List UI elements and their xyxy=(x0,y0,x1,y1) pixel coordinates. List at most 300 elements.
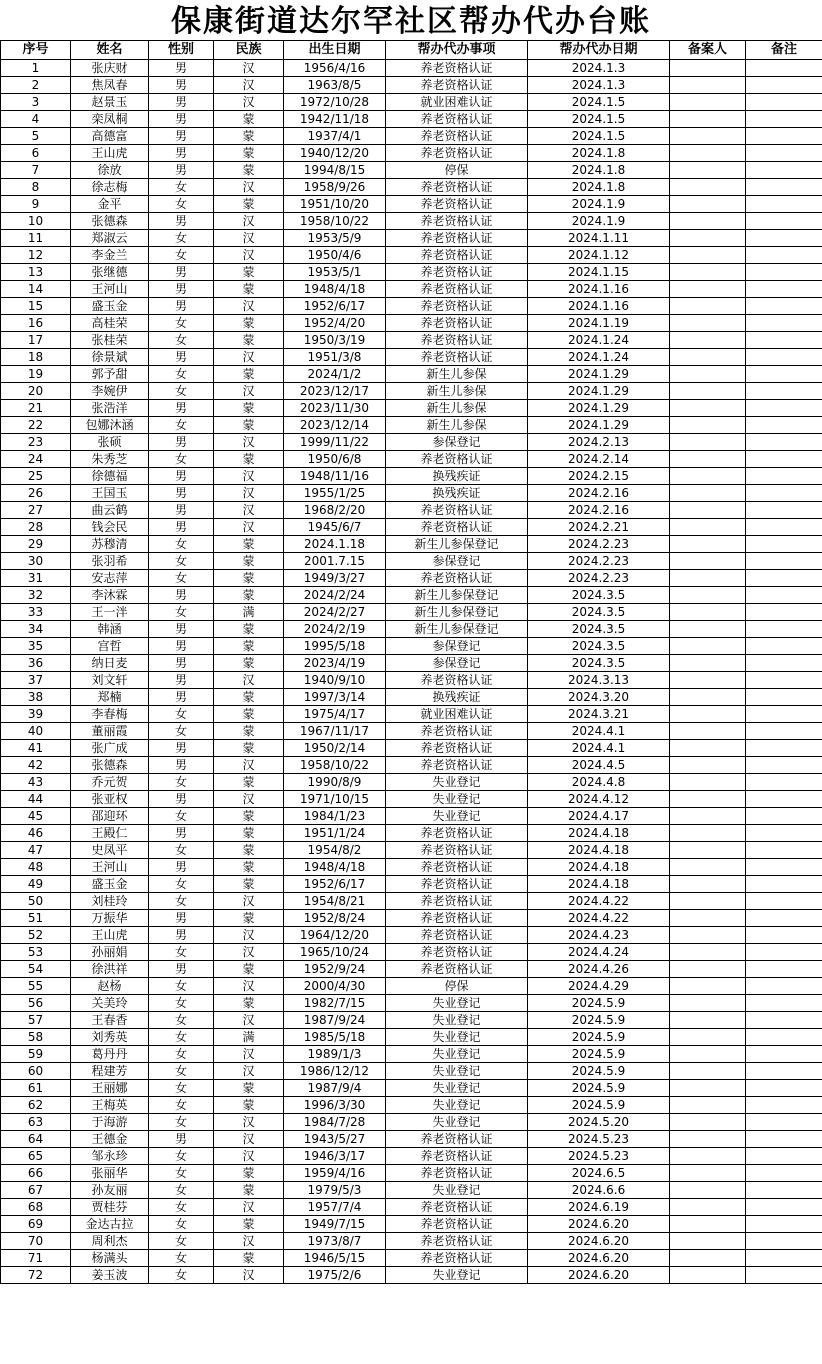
cell-name: 纳日麦 xyxy=(71,655,149,672)
cell-gender: 女 xyxy=(149,1046,214,1063)
table-row xyxy=(1,553,822,570)
cell-remarks xyxy=(746,94,822,111)
table-row xyxy=(1,451,822,468)
cell-service-item: 养老资格认证 xyxy=(386,961,528,978)
cell-service-item: 养老资格认证 xyxy=(386,1148,528,1165)
table-row xyxy=(1,1267,822,1284)
cell-birthdate: 1963/8/5 xyxy=(284,77,386,94)
cell-index: 51 xyxy=(1,910,71,927)
cell-service-item: 养老资格认证 xyxy=(386,944,528,961)
cell-service-date: 2024.5.9 xyxy=(528,1046,670,1063)
cell-index: 71 xyxy=(1,1250,71,1267)
cell-service-date: 2024.2.15 xyxy=(528,468,670,485)
cell-name: 盛玉金 xyxy=(71,298,149,315)
cell-remarks xyxy=(746,978,822,995)
cell-gender: 女 xyxy=(149,553,214,570)
cell-gender: 女 xyxy=(149,1233,214,1250)
cell-remarks xyxy=(746,1165,822,1182)
cell-service-item: 养老资格认证 xyxy=(386,1131,528,1148)
cell-remarks xyxy=(746,298,822,315)
cell-index: 4 xyxy=(1,111,71,128)
cell-registrar xyxy=(670,553,746,570)
cell-service-date: 2024.2.23 xyxy=(528,570,670,587)
cell-birthdate: 1971/10/15 xyxy=(284,791,386,808)
cell-remarks xyxy=(746,944,822,961)
table-row xyxy=(1,672,822,689)
cell-birthdate: 1937/4/1 xyxy=(284,128,386,145)
table-row xyxy=(1,978,822,995)
cell-ethnicity: 蒙 xyxy=(214,1080,284,1097)
cell-birthdate: 1949/7/15 xyxy=(284,1216,386,1233)
cell-name: 王殿仁 xyxy=(71,825,149,842)
cell-service-date: 2024.3.21 xyxy=(528,706,670,723)
cell-name: 史凤平 xyxy=(71,842,149,859)
table-row xyxy=(1,638,822,655)
cell-index: 10 xyxy=(1,213,71,230)
cell-ethnicity: 蒙 xyxy=(214,1250,284,1267)
cell-remarks xyxy=(746,995,822,1012)
cell-ethnicity: 满 xyxy=(214,604,284,621)
cell-service-date: 2024.3.5 xyxy=(528,655,670,672)
cell-registrar xyxy=(670,230,746,247)
cell-service-item: 停保 xyxy=(386,162,528,179)
cell-service-item: 新生儿参保登记 xyxy=(386,536,528,553)
table-row xyxy=(1,230,822,247)
cell-ethnicity: 蒙 xyxy=(214,859,284,876)
cell-remarks xyxy=(746,859,822,876)
cell-registrar xyxy=(670,196,746,213)
cell-index: 16 xyxy=(1,315,71,332)
cell-remarks xyxy=(746,1267,822,1284)
table-row xyxy=(1,995,822,1012)
cell-gender: 女 xyxy=(149,1080,214,1097)
cell-service-date: 2024.4.1 xyxy=(528,723,670,740)
cell-index: 47 xyxy=(1,842,71,859)
cell-registrar xyxy=(670,383,746,400)
cell-name: 栾凤桐 xyxy=(71,111,149,128)
cell-service-item: 新生儿参保登记 xyxy=(386,621,528,638)
cell-registrar xyxy=(670,247,746,264)
cell-remarks xyxy=(746,808,822,825)
table-row xyxy=(1,1097,822,1114)
cell-ethnicity: 蒙 xyxy=(214,825,284,842)
cell-service-item: 养老资格认证 xyxy=(386,128,528,145)
cell-registrar xyxy=(670,519,746,536)
cell-ethnicity: 汉 xyxy=(214,349,284,366)
cell-service-date: 2024.3.5 xyxy=(528,638,670,655)
cell-remarks xyxy=(746,383,822,400)
cell-remarks xyxy=(746,417,822,434)
cell-name: 徐放 xyxy=(71,162,149,179)
cell-ethnicity: 蒙 xyxy=(214,281,284,298)
cell-index: 22 xyxy=(1,417,71,434)
cell-gender: 女 xyxy=(149,1148,214,1165)
cell-ethnicity: 蒙 xyxy=(214,111,284,128)
cell-service-date: 2024.4.18 xyxy=(528,876,670,893)
cell-gender: 女 xyxy=(149,1216,214,1233)
cell-name: 李金兰 xyxy=(71,247,149,264)
header-ethnicity: 民族 xyxy=(214,41,284,60)
cell-ethnicity: 汉 xyxy=(214,1267,284,1284)
table-row xyxy=(1,332,822,349)
table-row xyxy=(1,791,822,808)
cell-gender: 男 xyxy=(149,111,214,128)
cell-birthdate: 2023/12/14 xyxy=(284,417,386,434)
cell-index: 38 xyxy=(1,689,71,706)
cell-service-date: 2024.4.18 xyxy=(528,859,670,876)
cell-birthdate: 1952/4/20 xyxy=(284,315,386,332)
cell-registrar xyxy=(670,740,746,757)
cell-service-item: 失业登记 xyxy=(386,774,528,791)
cell-registrar xyxy=(670,1182,746,1199)
cell-remarks xyxy=(746,723,822,740)
cell-index: 19 xyxy=(1,366,71,383)
cell-service-date: 2024.4.29 xyxy=(528,978,670,995)
cell-birthdate: 1987/9/24 xyxy=(284,1012,386,1029)
table-row xyxy=(1,366,822,383)
cell-registrar xyxy=(670,128,746,145)
cell-ethnicity: 蒙 xyxy=(214,1097,284,1114)
cell-birthdate: 1957/7/4 xyxy=(284,1199,386,1216)
cell-birthdate: 1979/5/3 xyxy=(284,1182,386,1199)
cell-gender: 男 xyxy=(149,281,214,298)
cell-index: 53 xyxy=(1,944,71,961)
cell-birthdate: 1984/1/23 xyxy=(284,808,386,825)
cell-service-item: 失业登记 xyxy=(386,1012,528,1029)
cell-name: 李春梅 xyxy=(71,706,149,723)
cell-remarks xyxy=(746,247,822,264)
table-row xyxy=(1,757,822,774)
cell-service-item: 停保 xyxy=(386,978,528,995)
cell-service-date: 2024.5.9 xyxy=(528,1063,670,1080)
cell-birthdate: 1954/8/21 xyxy=(284,893,386,910)
cell-ethnicity: 汉 xyxy=(214,944,284,961)
cell-ethnicity: 汉 xyxy=(214,1233,284,1250)
cell-remarks xyxy=(746,366,822,383)
cell-remarks xyxy=(746,740,822,757)
cell-remarks xyxy=(746,1012,822,1029)
table-row xyxy=(1,281,822,298)
table-row xyxy=(1,434,822,451)
cell-remarks xyxy=(746,961,822,978)
cell-service-date: 2024.4.23 xyxy=(528,927,670,944)
cell-name: 安志萍 xyxy=(71,570,149,587)
cell-gender: 男 xyxy=(149,485,214,502)
table-row xyxy=(1,128,822,145)
cell-ethnicity: 蒙 xyxy=(214,417,284,434)
cell-index: 44 xyxy=(1,791,71,808)
cell-ethnicity: 蒙 xyxy=(214,451,284,468)
cell-service-date: 2024.4.18 xyxy=(528,842,670,859)
table-row xyxy=(1,604,822,621)
cell-name: 王国玉 xyxy=(71,485,149,502)
cell-name: 宫哲 xyxy=(71,638,149,655)
cell-ethnicity: 汉 xyxy=(214,1199,284,1216)
cell-gender: 女 xyxy=(149,1250,214,1267)
cell-birthdate: 1945/6/7 xyxy=(284,519,386,536)
cell-index: 65 xyxy=(1,1148,71,1165)
cell-service-date: 2024.1.11 xyxy=(528,230,670,247)
cell-ethnicity: 蒙 xyxy=(214,1216,284,1233)
cell-ethnicity: 蒙 xyxy=(214,774,284,791)
table-row xyxy=(1,1046,822,1063)
cell-birthdate: 1954/8/2 xyxy=(284,842,386,859)
ledger-body xyxy=(1,60,822,1284)
cell-birthdate: 2000/4/30 xyxy=(284,978,386,995)
cell-registrar xyxy=(670,842,746,859)
cell-name: 徐德福 xyxy=(71,468,149,485)
cell-index: 64 xyxy=(1,1131,71,1148)
cell-gender: 女 xyxy=(149,570,214,587)
cell-service-item: 养老资格认证 xyxy=(386,281,528,298)
cell-service-item: 养老资格认证 xyxy=(386,196,528,213)
cell-birthdate: 1952/9/24 xyxy=(284,961,386,978)
cell-gender: 女 xyxy=(149,1029,214,1046)
cell-index: 31 xyxy=(1,570,71,587)
cell-service-date: 2024.1.5 xyxy=(528,94,670,111)
cell-registrar xyxy=(670,111,746,128)
cell-ethnicity: 汉 xyxy=(214,1148,284,1165)
cell-service-item: 养老资格认证 xyxy=(386,349,528,366)
cell-registrar xyxy=(670,1233,746,1250)
cell-registrar xyxy=(670,145,746,162)
cell-index: 32 xyxy=(1,587,71,604)
cell-registrar xyxy=(670,434,746,451)
cell-registrar xyxy=(670,825,746,842)
cell-ethnicity: 汉 xyxy=(214,485,284,502)
cell-registrar xyxy=(670,536,746,553)
table-row xyxy=(1,264,822,281)
cell-service-date: 2024.1.24 xyxy=(528,332,670,349)
cell-remarks xyxy=(746,111,822,128)
cell-name: 赵景玉 xyxy=(71,94,149,111)
cell-birthdate: 1959/4/16 xyxy=(284,1165,386,1182)
cell-birthdate: 1999/11/22 xyxy=(284,434,386,451)
cell-ethnicity: 蒙 xyxy=(214,1165,284,1182)
table-row xyxy=(1,1012,822,1029)
cell-index: 2 xyxy=(1,77,71,94)
cell-registrar xyxy=(670,995,746,1012)
cell-index: 3 xyxy=(1,94,71,111)
cell-registrar xyxy=(670,162,746,179)
cell-ethnicity: 汉 xyxy=(214,468,284,485)
cell-ethnicity: 蒙 xyxy=(214,706,284,723)
cell-remarks xyxy=(746,281,822,298)
cell-birthdate: 2024/2/19 xyxy=(284,621,386,638)
cell-gender: 女 xyxy=(149,723,214,740)
cell-service-item: 就业困难认证 xyxy=(386,706,528,723)
cell-ethnicity: 汉 xyxy=(214,434,284,451)
table-row xyxy=(1,1063,822,1080)
header-name: 姓名 xyxy=(71,41,149,60)
cell-service-item: 养老资格认证 xyxy=(386,315,528,332)
cell-gender: 女 xyxy=(149,1267,214,1284)
cell-index: 24 xyxy=(1,451,71,468)
cell-gender: 女 xyxy=(149,876,214,893)
cell-service-date: 2024.4.8 xyxy=(528,774,670,791)
cell-birthdate: 1950/2/14 xyxy=(284,740,386,757)
cell-gender: 男 xyxy=(149,757,214,774)
cell-ethnicity: 汉 xyxy=(214,1046,284,1063)
cell-ethnicity: 汉 xyxy=(214,757,284,774)
cell-service-date: 2024.1.5 xyxy=(528,128,670,145)
cell-registrar xyxy=(670,791,746,808)
cell-birthdate: 2024.1.18 xyxy=(284,536,386,553)
cell-service-item: 养老资格认证 xyxy=(386,893,528,910)
cell-remarks xyxy=(746,893,822,910)
cell-name: 王山虎 xyxy=(71,145,149,162)
cell-name: 邹永珍 xyxy=(71,1148,149,1165)
cell-name: 王山虎 xyxy=(71,927,149,944)
cell-name: 刘文轩 xyxy=(71,672,149,689)
cell-name: 王春香 xyxy=(71,1012,149,1029)
cell-name: 孙友丽 xyxy=(71,1182,149,1199)
cell-registrar xyxy=(670,179,746,196)
cell-birthdate: 1953/5/1 xyxy=(284,264,386,281)
cell-index: 5 xyxy=(1,128,71,145)
cell-index: 28 xyxy=(1,519,71,536)
cell-gender: 男 xyxy=(149,1131,214,1148)
cell-gender: 男 xyxy=(149,468,214,485)
cell-registrar xyxy=(670,859,746,876)
table-row xyxy=(1,808,822,825)
cell-name: 张浩洋 xyxy=(71,400,149,417)
cell-remarks xyxy=(746,519,822,536)
cell-index: 62 xyxy=(1,1097,71,1114)
cell-service-item: 养老资格认证 xyxy=(386,757,528,774)
cell-name: 郑淑云 xyxy=(71,230,149,247)
cell-ethnicity: 蒙 xyxy=(214,689,284,706)
cell-service-item: 养老资格认证 xyxy=(386,1165,528,1182)
cell-birthdate: 1951/10/20 xyxy=(284,196,386,213)
cell-gender: 男 xyxy=(149,349,214,366)
cell-birthdate: 1989/1/3 xyxy=(284,1046,386,1063)
table-row xyxy=(1,1182,822,1199)
cell-remarks xyxy=(746,927,822,944)
cell-service-date: 2024.4.1 xyxy=(528,740,670,757)
table-row xyxy=(1,621,822,638)
cell-service-date: 2024.5.20 xyxy=(528,1114,670,1131)
cell-birthdate: 1990/8/9 xyxy=(284,774,386,791)
cell-name: 钱会民 xyxy=(71,519,149,536)
cell-birthdate: 1975/2/6 xyxy=(284,1267,386,1284)
cell-index: 70 xyxy=(1,1233,71,1250)
cell-index: 1 xyxy=(1,60,71,77)
cell-remarks xyxy=(746,349,822,366)
cell-registrar xyxy=(670,315,746,332)
cell-service-item: 新生儿参保 xyxy=(386,366,528,383)
cell-gender: 男 xyxy=(149,94,214,111)
cell-registrar xyxy=(670,1114,746,1131)
cell-gender: 女 xyxy=(149,332,214,349)
cell-name: 徐洪祥 xyxy=(71,961,149,978)
cell-ethnicity: 蒙 xyxy=(214,655,284,672)
cell-ethnicity: 蒙 xyxy=(214,842,284,859)
table-row xyxy=(1,383,822,400)
table-row xyxy=(1,417,822,434)
table-row xyxy=(1,723,822,740)
cell-birthdate: 1986/12/12 xyxy=(284,1063,386,1080)
cell-service-date: 2024.1.9 xyxy=(528,213,670,230)
cell-index: 59 xyxy=(1,1046,71,1063)
table-row xyxy=(1,706,822,723)
cell-birthdate: 1940/9/10 xyxy=(284,672,386,689)
cell-service-date: 2024.4.17 xyxy=(528,808,670,825)
cell-ethnicity: 蒙 xyxy=(214,621,284,638)
cell-remarks xyxy=(746,1063,822,1080)
table-row xyxy=(1,485,822,502)
cell-remarks xyxy=(746,774,822,791)
cell-gender: 男 xyxy=(149,638,214,655)
cell-name: 赵杨 xyxy=(71,978,149,995)
cell-ethnicity: 蒙 xyxy=(214,638,284,655)
cell-index: 26 xyxy=(1,485,71,502)
cell-index: 17 xyxy=(1,332,71,349)
cell-name: 郑楠 xyxy=(71,689,149,706)
cell-service-item: 养老资格认证 xyxy=(386,842,528,859)
cell-index: 69 xyxy=(1,1216,71,1233)
cell-service-date: 2024.1.8 xyxy=(528,162,670,179)
cell-gender: 女 xyxy=(149,1097,214,1114)
cell-service-item: 失业登记 xyxy=(386,791,528,808)
cell-registrar xyxy=(670,672,746,689)
cell-gender: 男 xyxy=(149,689,214,706)
cell-service-item: 养老资格认证 xyxy=(386,740,528,757)
cell-service-item: 养老资格认证 xyxy=(386,145,528,162)
cell-service-date: 2024.2.13 xyxy=(528,434,670,451)
cell-gender: 女 xyxy=(149,451,214,468)
cell-gender: 男 xyxy=(149,655,214,672)
cell-service-item: 养老资格认证 xyxy=(386,60,528,77)
table-row xyxy=(1,1165,822,1182)
cell-service-date: 2024.3.5 xyxy=(528,604,670,621)
cell-gender: 女 xyxy=(149,774,214,791)
cell-ethnicity: 汉 xyxy=(214,383,284,400)
cell-birthdate: 1982/7/15 xyxy=(284,995,386,1012)
cell-registrar xyxy=(670,485,746,502)
cell-name: 徐景斌 xyxy=(71,349,149,366)
table-row xyxy=(1,1216,822,1233)
cell-remarks xyxy=(746,162,822,179)
cell-birthdate: 1995/5/18 xyxy=(284,638,386,655)
table-row xyxy=(1,893,822,910)
cell-service-date: 2024.1.3 xyxy=(528,60,670,77)
cell-service-item: 养老资格认证 xyxy=(386,502,528,519)
cell-index: 66 xyxy=(1,1165,71,1182)
cell-ethnicity: 蒙 xyxy=(214,162,284,179)
cell-service-date: 2024.6.6 xyxy=(528,1182,670,1199)
cell-gender: 男 xyxy=(149,213,214,230)
cell-gender: 男 xyxy=(149,145,214,162)
cell-gender: 女 xyxy=(149,366,214,383)
header-gender: 性别 xyxy=(149,41,214,60)
cell-service-item: 失业登记 xyxy=(386,1080,528,1097)
table-row xyxy=(1,825,822,842)
cell-birthdate: 1997/3/14 xyxy=(284,689,386,706)
cell-registrar xyxy=(670,264,746,281)
cell-gender: 男 xyxy=(149,910,214,927)
cell-index: 60 xyxy=(1,1063,71,1080)
cell-gender: 女 xyxy=(149,604,214,621)
cell-birthdate: 1951/1/24 xyxy=(284,825,386,842)
cell-index: 37 xyxy=(1,672,71,689)
header-index: 序号 xyxy=(1,41,71,60)
cell-service-item: 养老资格认证 xyxy=(386,332,528,349)
cell-service-item: 失业登记 xyxy=(386,1029,528,1046)
cell-gender: 女 xyxy=(149,808,214,825)
cell-service-date: 2024.2.16 xyxy=(528,502,670,519)
cell-index: 61 xyxy=(1,1080,71,1097)
